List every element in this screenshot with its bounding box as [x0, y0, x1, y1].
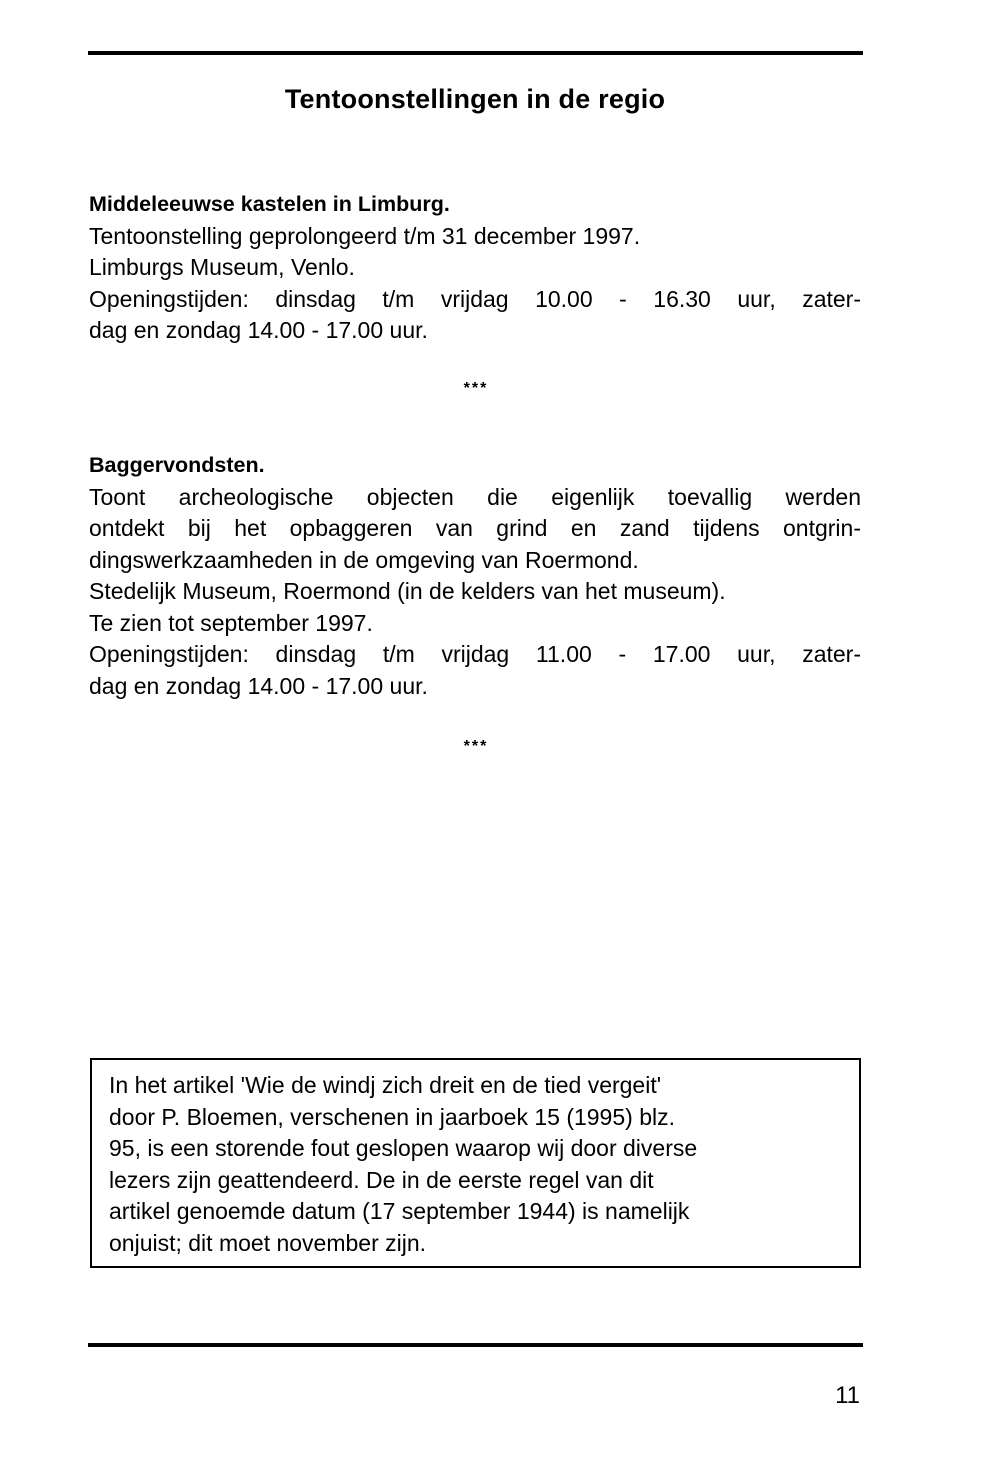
exhibition-line: dag en zondag 14.00 - 17.00 uur. [89, 672, 428, 699]
bottom-rule [88, 1343, 863, 1347]
exhibition-line: ontdekt bij het opbaggeren van grind en zand tijdens ontgrin- [89, 515, 861, 541]
exhibition-baggervondsten [89, 450, 861, 702]
exhibition-heading: Baggervondsten. [89, 453, 265, 477]
exhibition-kastelen [89, 189, 861, 347]
notice-line: 95, is een storende fout geslopen waarop wij door diverse [109, 1135, 698, 1161]
notice-line: door P. Bloemen, verschenen in jaarboek 15 (1995) blz. [109, 1103, 675, 1130]
exhibition-line: Tentoonstelling geprolongeerd t/m 31 december 1997. [89, 222, 641, 249]
correction-notice-box [90, 1058, 861, 1268]
exhibition-line: Toont archeologische objecten die eigenlijk toevallig werden [89, 483, 861, 510]
page-title: Tentoonstellingen in de regio [284, 84, 666, 114]
section-separator: *** [463, 380, 489, 397]
notice-line: In het artikel 'Wie de windj zich dreit en de tied vergeit' [109, 1072, 662, 1098]
exhibition-line: Openingstijden: dinsdag t/m vrijdag 10.00 - 16.30 uur, zater- [89, 285, 861, 312]
exhibition-heading: Middeleeuwse kastelen in Limburg. [89, 192, 450, 216]
notice-line: onjuist; dit moet november zijn. [109, 1229, 427, 1256]
exhibition-line: Stedelijk Museum, Roermond (in de kelders van het museum). [89, 578, 726, 604]
exhibition-line: Openingstijden: dinsdag t/m vrijdag 11.00 - 17.00 uur, zater- [89, 641, 861, 667]
page-number: 11 [835, 1382, 860, 1409]
exhibition-line: Te zien tot september 1997. [89, 609, 373, 636]
exhibition-line: dag en zondag 14.00 - 17.00 uur. [89, 317, 428, 343]
exhibition-line: Limburgs Museum, Venlo. [89, 254, 355, 280]
section-separator: *** [463, 738, 489, 755]
exhibition-line: dingswerkzaamheden in de omgeving van Roermond. [89, 546, 639, 573]
top-rule [88, 51, 863, 55]
notice-line: lezers zijn geattendeerd. De in de eerste regel van dit [109, 1166, 654, 1193]
notice-line: artikel genoemde datum (17 september 1944) is namelijk [109, 1198, 690, 1224]
